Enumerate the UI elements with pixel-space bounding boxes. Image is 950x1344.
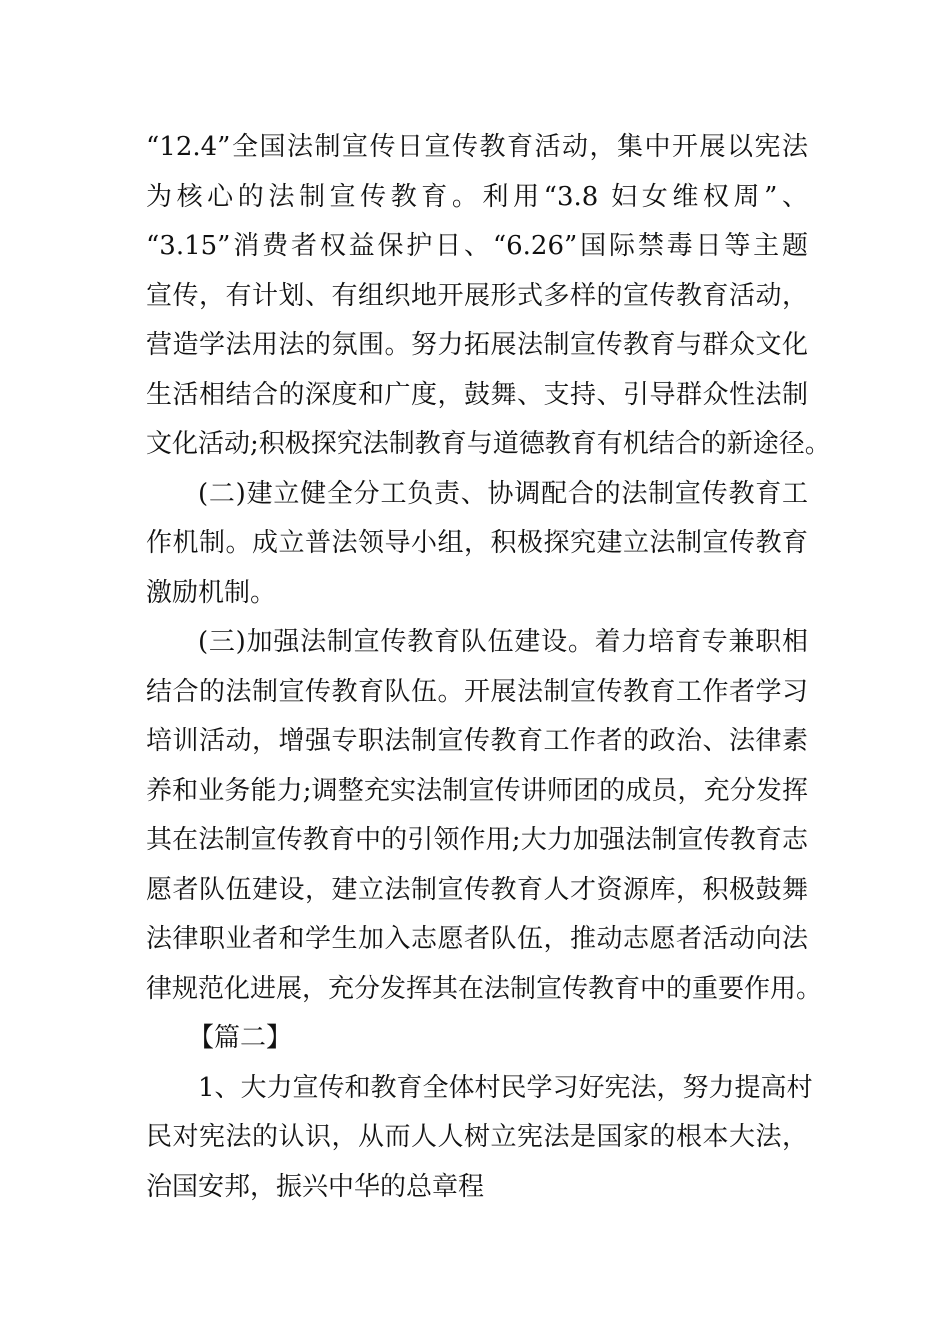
text-line: 律规范化进展，充分发挥其在法制宣传教育中的重要作用。 bbox=[146, 973, 823, 1004]
text-line: 营造学法用法的氛围。努力拓展法制宣传教育与群众文化 bbox=[146, 330, 808, 360]
paragraph-first-line: (二)建立健全分工负责、协调配合的法制宣传教育工 bbox=[198, 478, 808, 509]
text-line: 愿者队伍建设，建立法制宣传教育人才资源库，积极鼓舞 bbox=[146, 874, 808, 905]
text-line: 法律职业者和学生加入志愿者队伍，推动志愿者活动向法 bbox=[146, 924, 808, 954]
text-line: “3.15”消费者权益保护日、“6.26”国际禁毒日等主题 bbox=[146, 231, 808, 261]
text-line: 激励机制。 bbox=[146, 577, 277, 608]
text-line: 宣传，有计划、有组织地开展形式多样的宣传教育活动， bbox=[146, 280, 808, 311]
text-line: 养和业务能力;调整充实法制宣传讲师团的成员，充分发挥 bbox=[146, 775, 808, 806]
document-body bbox=[146, 123, 831, 1212]
text-line: 培训活动，增强专职法制宣传教育工作者的政治、法律素 bbox=[146, 726, 808, 756]
text-line: 民对宪法的认识，从而人人树立宪法是国家的根本大法， bbox=[146, 1122, 808, 1152]
text-line: 作机制。成立普法领导小组，积极探究建立法制宣传教育 bbox=[146, 528, 808, 558]
text-line: 其在法制宣传教育中的引领作用;大力加强法制宣传教育志 bbox=[146, 825, 808, 855]
text-line: 结合的法制宣传教育队伍。开展法制宣传教育工作者学习 bbox=[146, 676, 808, 707]
text-line: “12.4”全国法制宣传日宣传教育活动，集中开展以宪法 bbox=[146, 132, 808, 162]
text-line: 生活相结合的深度和广度，鼓舞、支持、引导群众性法制 bbox=[146, 379, 808, 410]
text-line: 治国安邦，振兴中华的总章程 bbox=[146, 1171, 485, 1202]
section-heading: 【篇二】 bbox=[188, 1023, 293, 1053]
text-line: 文化活动;积极探究法制教育与道德教育有机结合的新途径。 bbox=[146, 429, 831, 459]
paragraph-first-line: (三)加强法制宣传教育队伍建设。着力培育专兼职相 bbox=[198, 627, 808, 657]
paragraph-first-line: 1、大力宣传和教育全体村民学习好宪法，努力提高村 bbox=[198, 1072, 813, 1103]
text-line: 为核心的法制宣传教育。利用“3.8 妇女维权周”、 bbox=[146, 181, 808, 212]
